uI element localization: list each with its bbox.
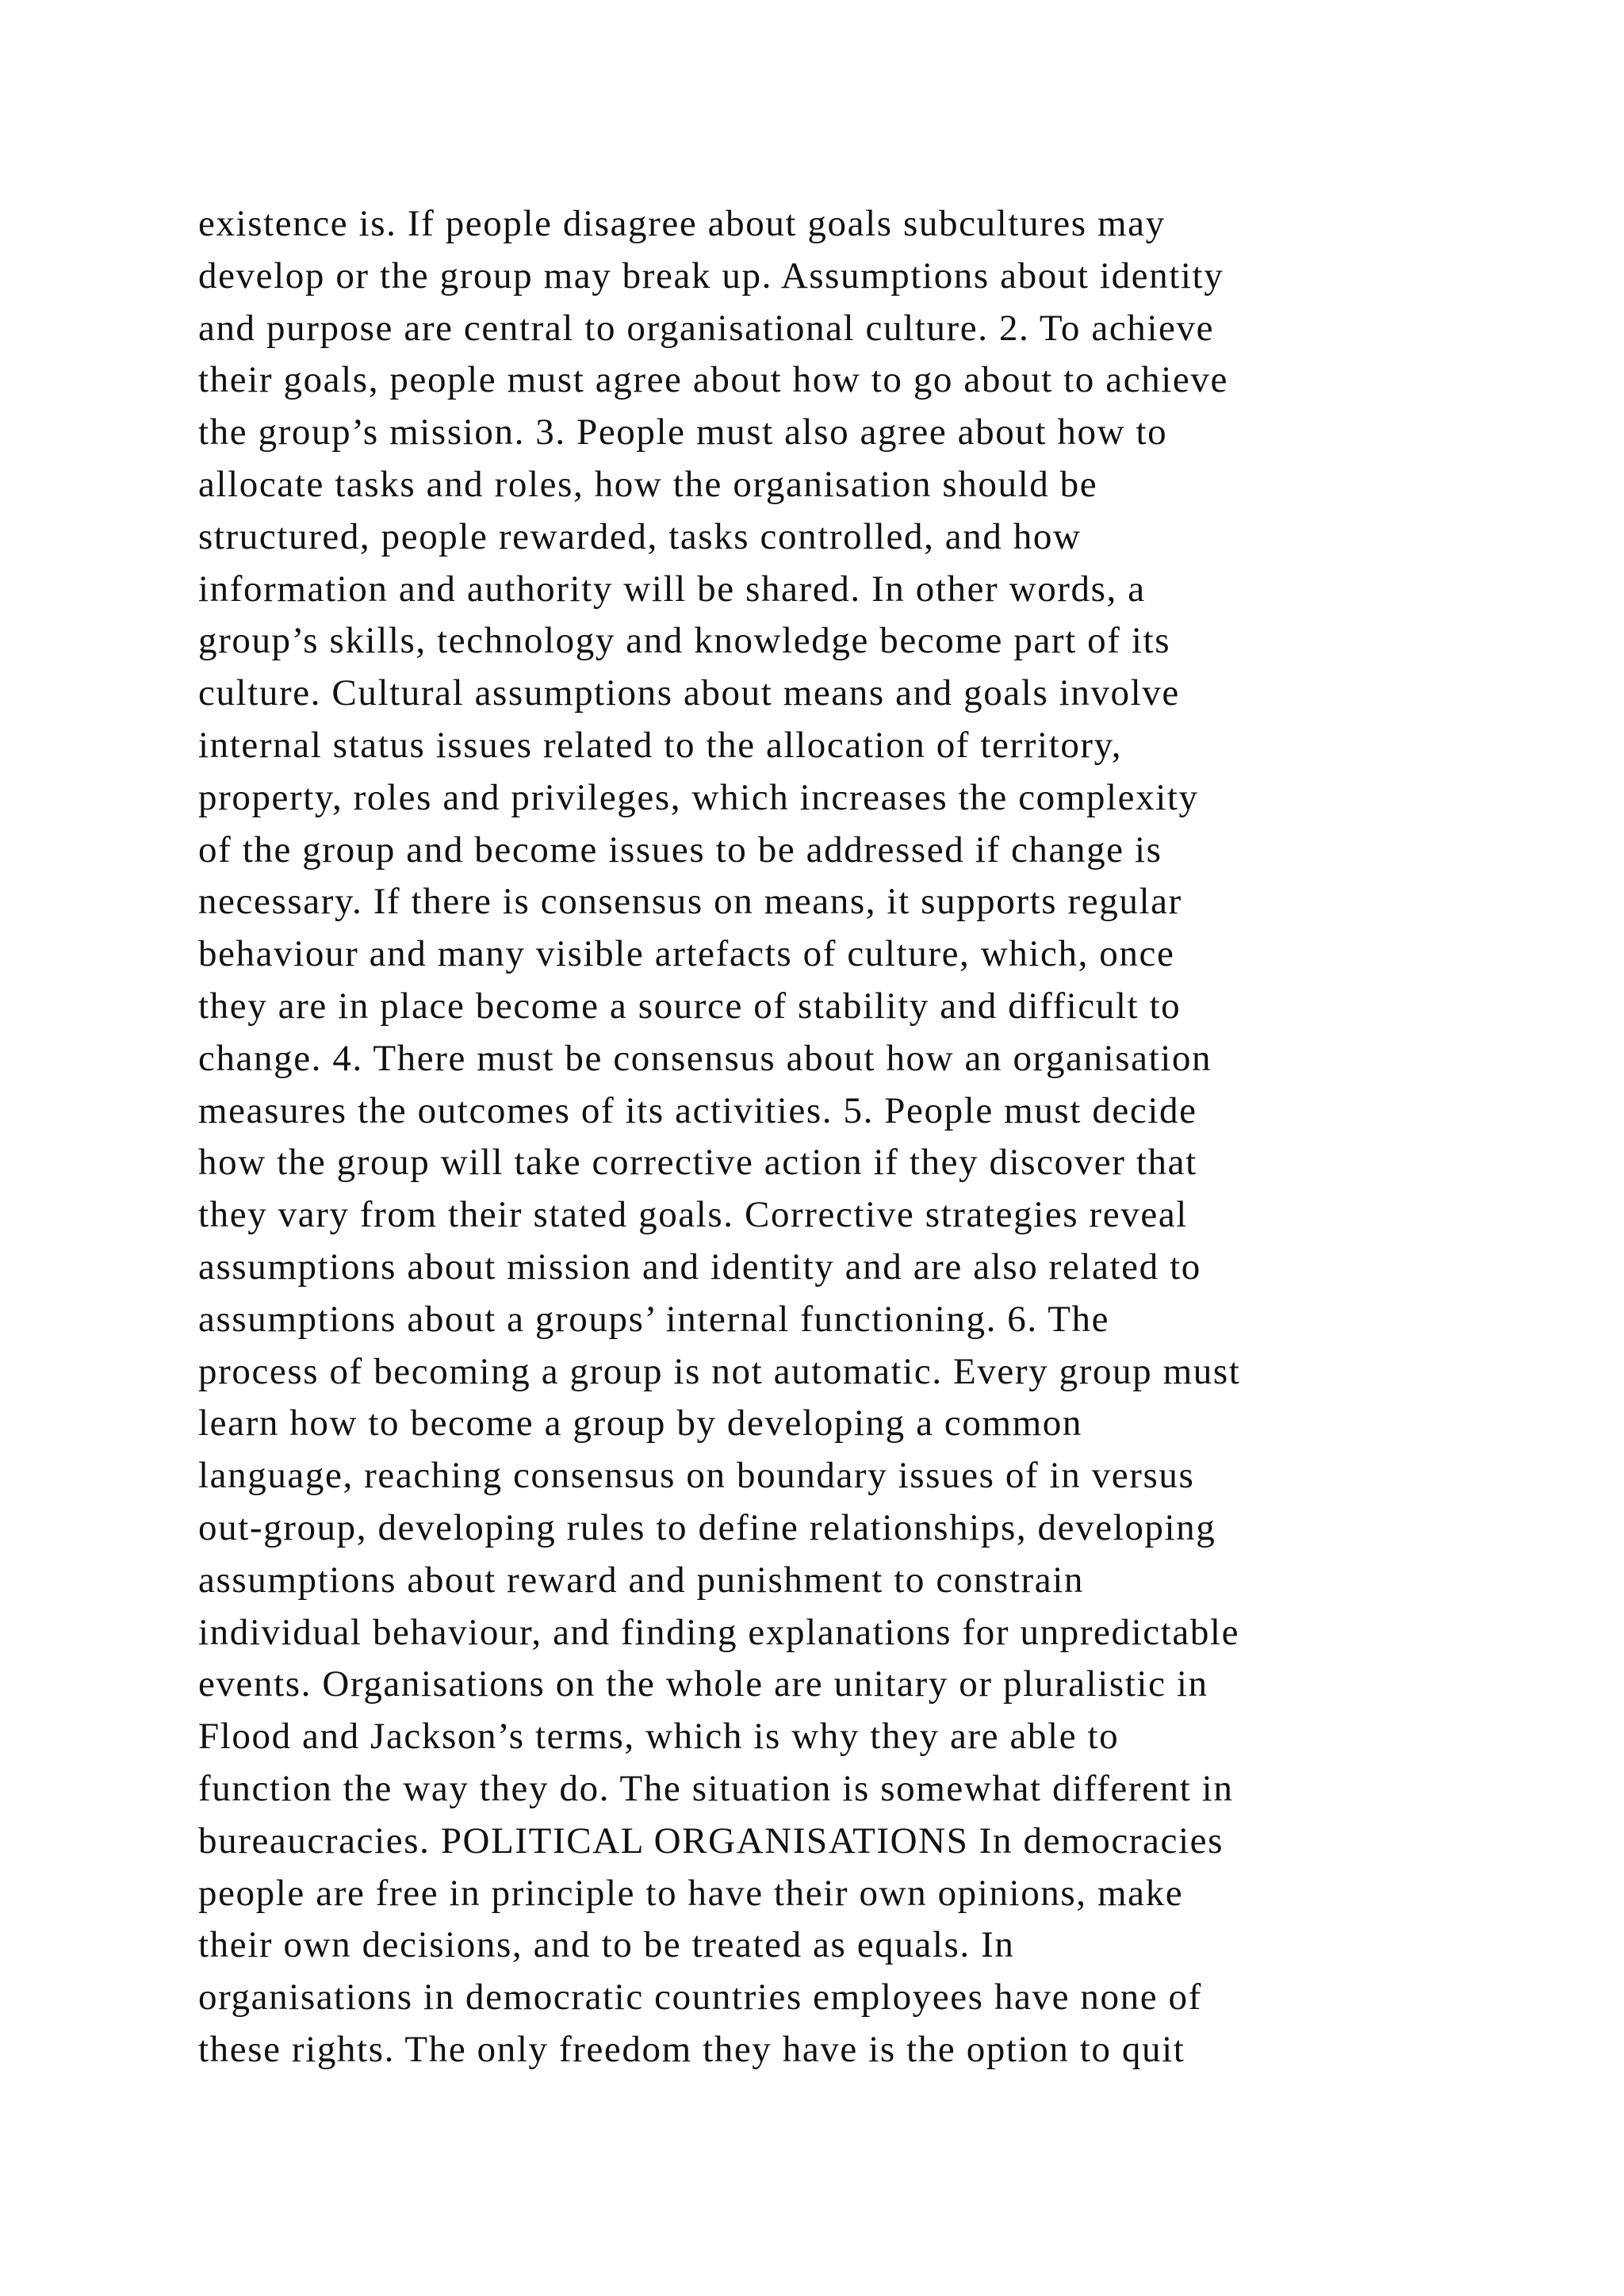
text-line: necessary. If there is consensus on means, it supports regular	[198, 881, 1182, 923]
text-line: behaviour and many visible artefacts of culture, which, once	[198, 933, 1175, 975]
text-line: out-group, developing rules to define relationships, developing	[198, 1506, 1216, 1548]
text-line: existence is. If people disagree about goals subcultures may	[198, 203, 1166, 244]
text-line: their goals, people must agree about how to go about to achieve	[198, 359, 1228, 401]
text-line: how the group will take corrective action if they discover that	[198, 1142, 1197, 1184]
body-text	[198, 198, 1499, 2076]
text-line: Flood and Jackson’s terms, which is why they are able to	[198, 1716, 1120, 1758]
text-line: measures the outcomes of its activities. 5. People must decide	[198, 1089, 1197, 1131]
text-line: they vary from their stated goals. Corrective strategies reveal	[198, 1194, 1188, 1236]
text-line: property, roles and privileges, which increases the complexity	[198, 776, 1199, 818]
text-line: develop or the group may break up. Assumptions about identity	[198, 254, 1224, 297]
text-line: people are free in principle to have their own opinions, make	[198, 1872, 1184, 1914]
text-line: change. 4. There must be consensus about how an organisation	[198, 1037, 1212, 1079]
text-line: culture. Cultural assumptions about means and goals involve	[198, 672, 1180, 714]
text-line: events. Organisations on the whole are unitary or pluralistic in	[198, 1663, 1208, 1705]
text-line: group’s skills, technology and knowledge become part of its	[198, 620, 1171, 662]
text-line: they are in place become a source of stability and difficult to	[198, 985, 1182, 1027]
text-line: their own decisions, and to be treated as equals. In	[198, 1924, 1015, 1966]
text-line: learn how to become a group by developing a common	[198, 1402, 1083, 1445]
text-line: bureaucracies. POLITICAL ORGANISATIONS In democracies	[198, 1820, 1224, 1862]
text-line: individual behaviour, and finding explanations for unpredictable	[198, 1611, 1240, 1653]
text-line: of the group and become issues to be addressed if change is	[198, 828, 1162, 871]
text-line: structured, people rewarded, tasks controlled, and how	[198, 515, 1082, 557]
text-line: and purpose are central to organisational culture. 2. To achieve	[198, 307, 1215, 349]
text-line: allocate tasks and roles, how the organisation should be	[198, 463, 1098, 505]
text-line: function the way they do. The situation is somewhat different in	[198, 1767, 1234, 1809]
text-line: language, reaching consensus on boundary issues of in versus	[198, 1455, 1195, 1497]
text-line: the group’s mission. 3. People must also agree about how to	[198, 411, 1168, 453]
text-line: assumptions about mission and identity and are also related to	[198, 1246, 1201, 1288]
text-line: assumptions about a groups’ internal functioning. 6. The	[198, 1298, 1110, 1340]
text-line: internal status issues related to the allocation of territory,	[198, 724, 1123, 766]
text-line: process of becoming a group is not automatic. Every group must	[198, 1350, 1241, 1392]
text-line: assumptions about reward and punishment to constrain	[198, 1559, 1085, 1601]
text-line: information and authority will be shared. In other words, a	[198, 568, 1146, 610]
text-line: these rights. The only freedom they have is the option to quit	[198, 2028, 1185, 2070]
text-line: organisations in democratic countries employees have none of	[198, 1976, 1202, 2019]
